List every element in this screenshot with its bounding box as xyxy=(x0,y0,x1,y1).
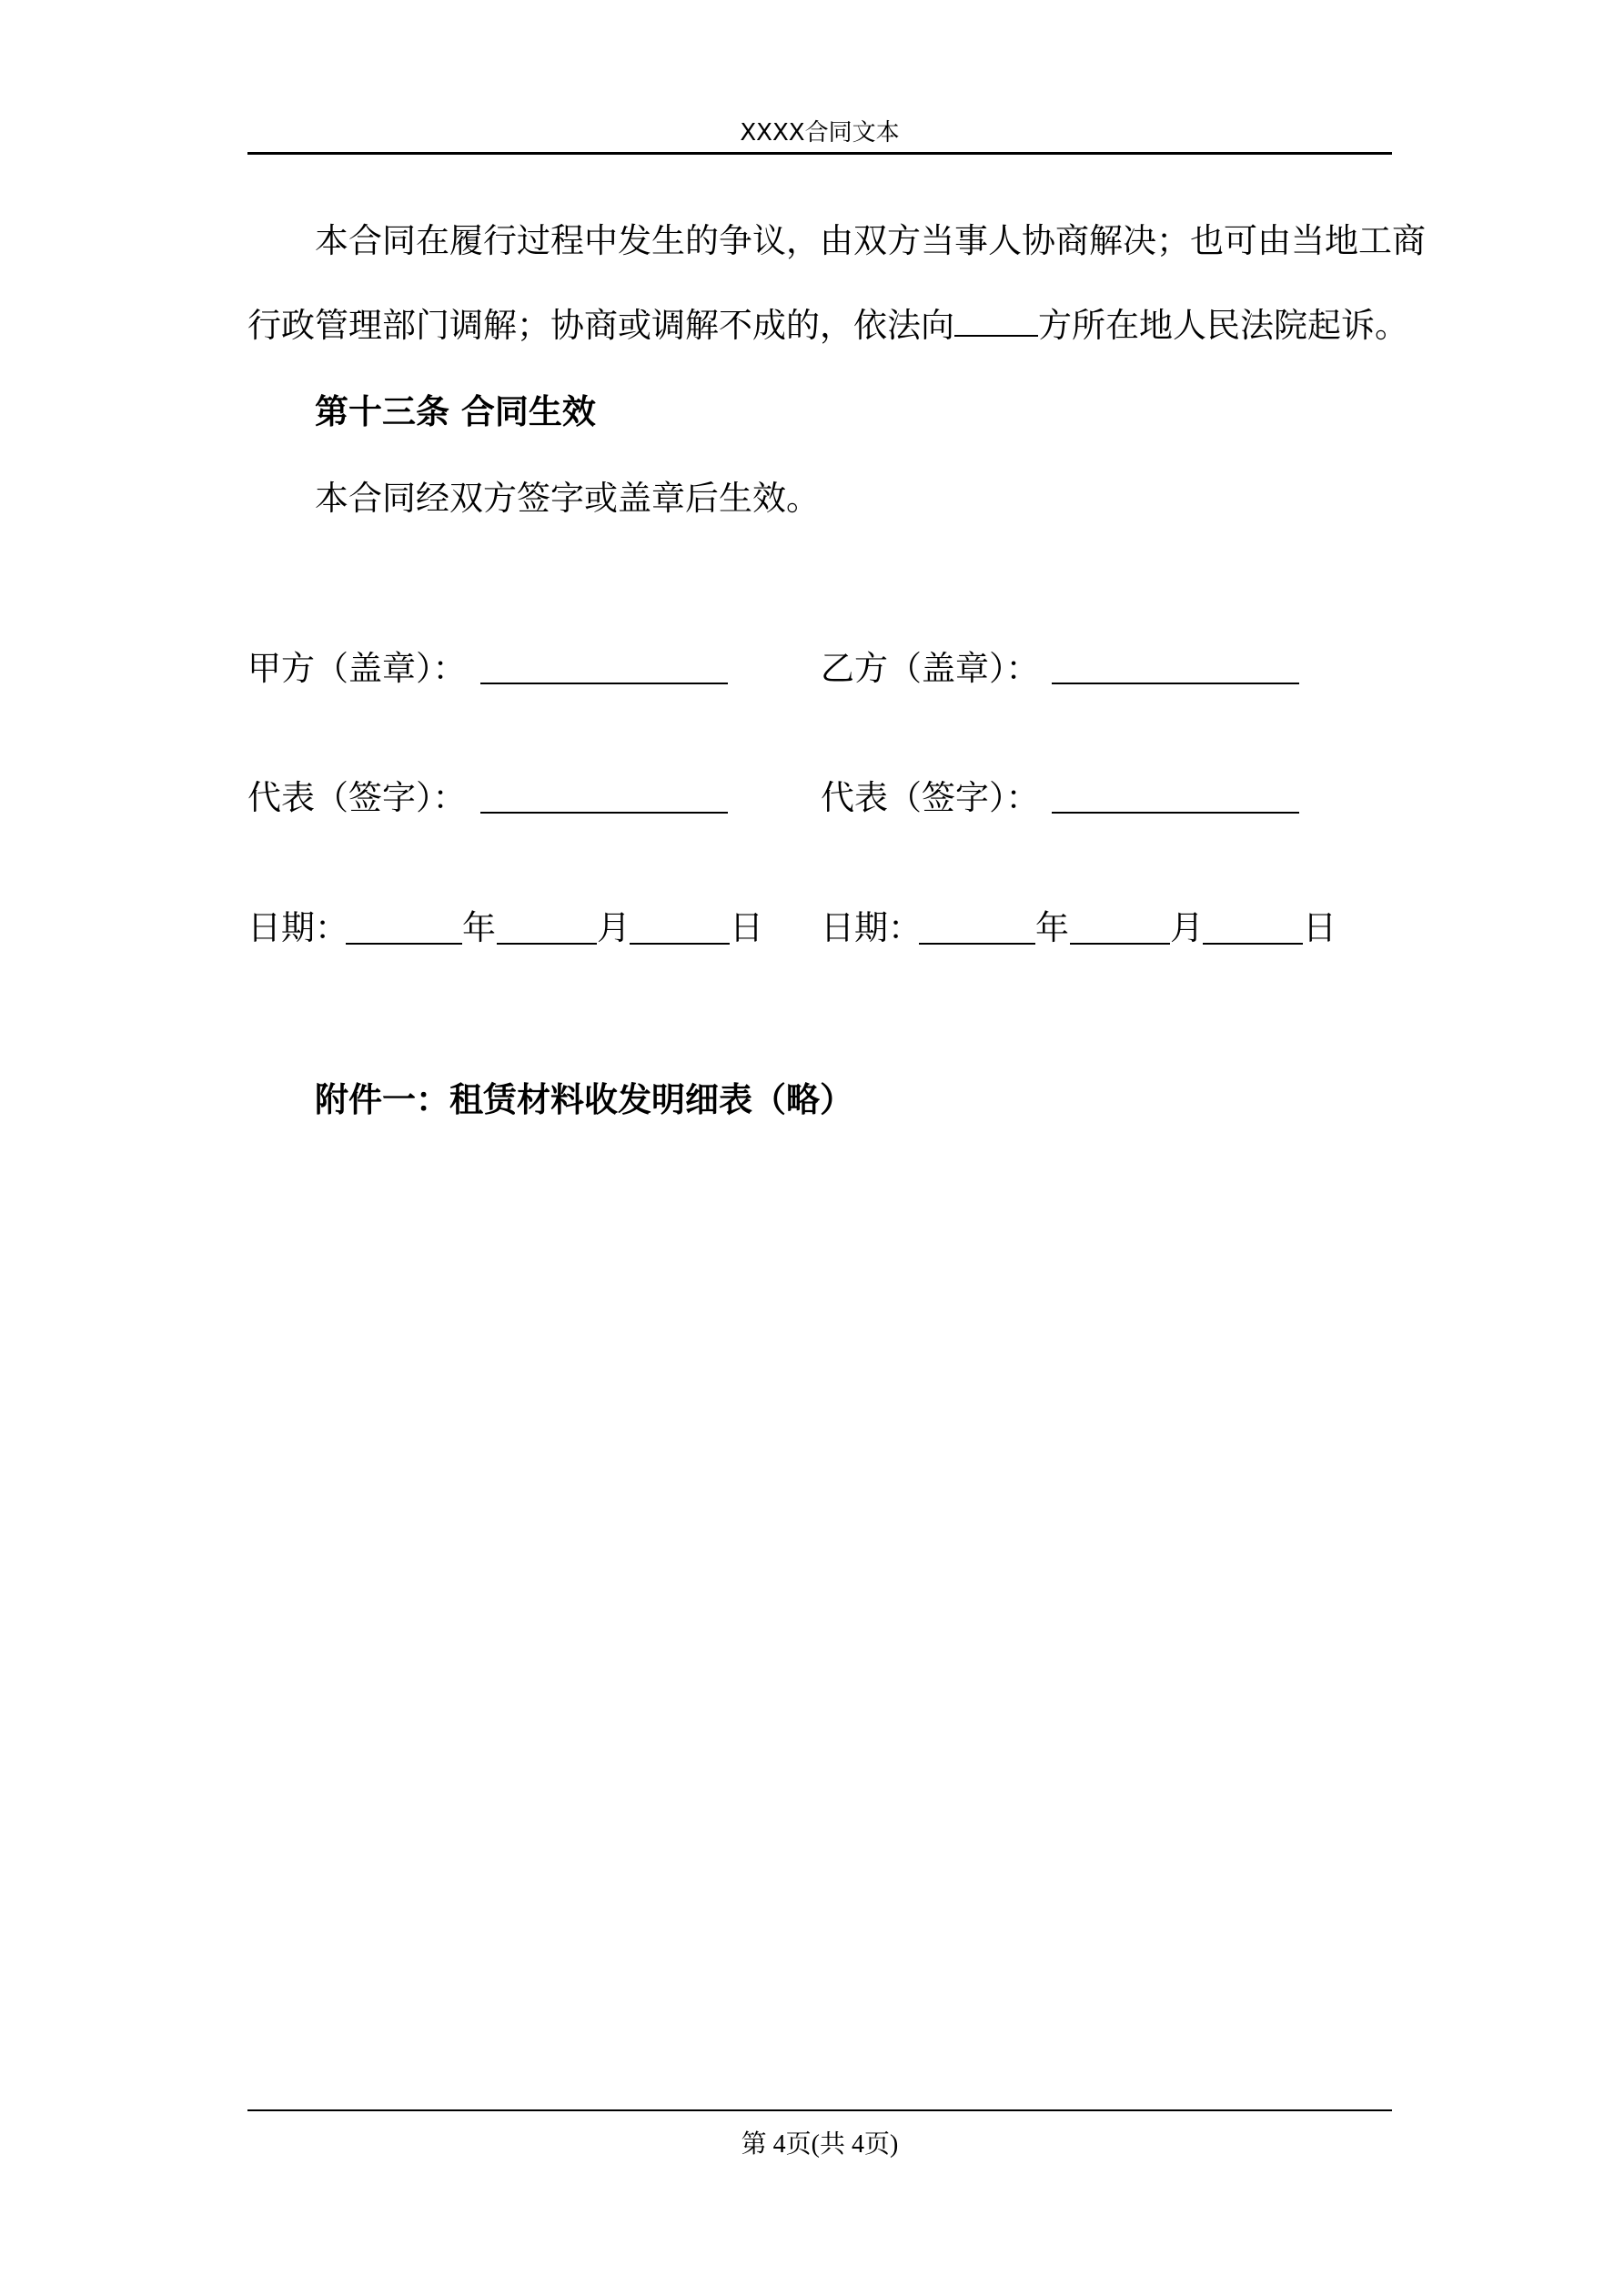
dispute-text-after-blank: 方所在地人民法院起诉。 xyxy=(1038,306,1408,345)
footer-divider xyxy=(247,2109,1392,2111)
annex-title: 附件一：租赁材料收发明细表（略） xyxy=(315,1080,853,1119)
dispute-paragraph-line-1: 本合同在履行过程中发生的争议，由双方当事人协商解决；也可由当地工商 xyxy=(315,221,1426,260)
party-b-month-unit: 月 xyxy=(1170,908,1204,947)
party-b-rep-line xyxy=(1052,812,1299,814)
page-header-title: XXXX合同文本 xyxy=(740,119,900,147)
party-b-date-label: 日期： xyxy=(821,908,922,947)
party-b-month-blank xyxy=(1070,943,1170,945)
party-a-day-blank xyxy=(630,943,730,945)
party-b-day-blank xyxy=(1203,943,1303,945)
party-b-year-unit: 年 xyxy=(1035,908,1069,947)
dispute-paragraph-line-2 xyxy=(247,302,1408,349)
party-b-year-blank xyxy=(919,943,1035,945)
party-a-month-unit: 月 xyxy=(597,908,630,947)
court-party-blank xyxy=(954,302,1038,337)
party-b-seal-line xyxy=(1052,683,1299,684)
party-a-rep-label: 代表（签字）： xyxy=(247,778,467,817)
party-a-seal-line xyxy=(480,683,728,684)
party-b-rep-label: 代表（签字）： xyxy=(821,778,1040,817)
party-a-date-label: 日期： xyxy=(247,908,348,947)
party-a-year-unit: 年 xyxy=(462,908,496,947)
party-a-month-blank xyxy=(497,943,597,945)
party-a-day-unit: 日 xyxy=(730,908,763,947)
effective-paragraph: 本合同经双方签字或盖章后生效。 xyxy=(315,479,820,518)
party-b-seal-label: 乙方（盖章）： xyxy=(821,649,1040,688)
article-13-heading: 第十三条 合同生效 xyxy=(315,392,596,431)
header-divider xyxy=(247,152,1392,155)
party-a-year-blank xyxy=(346,943,462,945)
dispute-text-before-blank: 行政管理部门调解；协商或调解不成的，依法向 xyxy=(247,306,954,345)
page-number: 第 4页(共 4页) xyxy=(741,2130,899,2159)
party-a-rep-line xyxy=(480,812,728,814)
party-a-seal-label: 甲方（盖章）： xyxy=(247,649,467,688)
party-b-day-unit: 日 xyxy=(1303,908,1337,947)
